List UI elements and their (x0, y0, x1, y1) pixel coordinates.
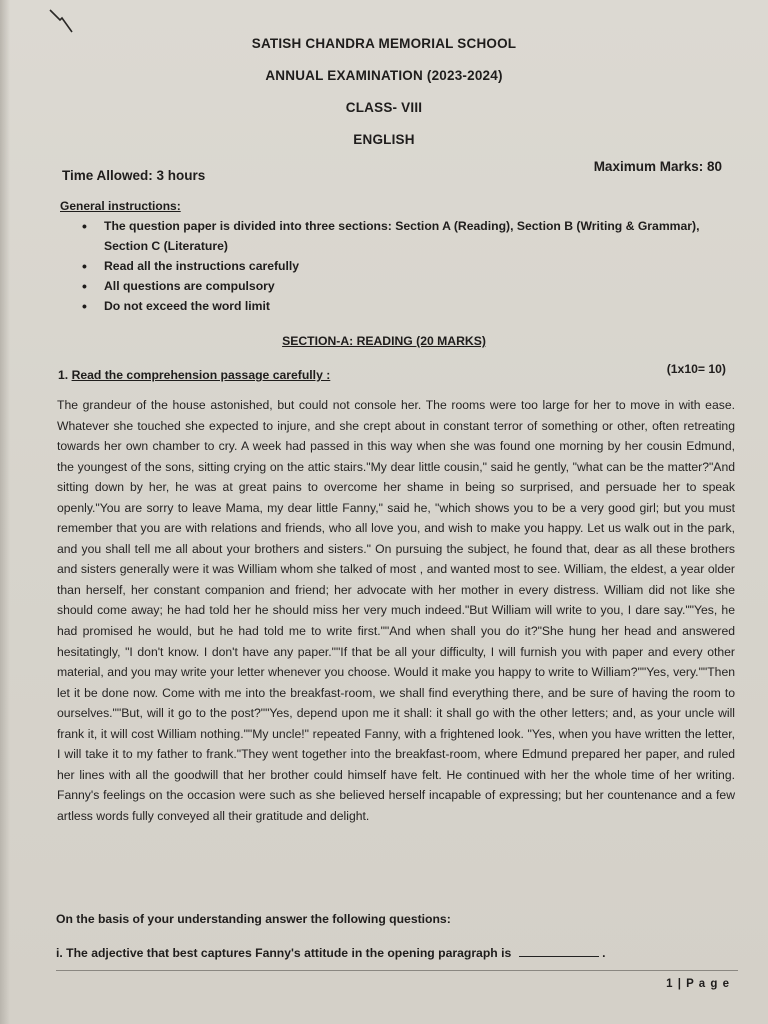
instruction-item: • Do not exceed the word limit (82, 296, 732, 316)
page-edge-shadow (0, 0, 10, 1024)
subject-label: ENGLISH (353, 132, 415, 147)
section-a-title: SECTION-A: READING (20 MARKS) (282, 334, 486, 348)
time-allowed: Time Allowed: 3 hours (62, 168, 206, 183)
instruction-item: • The question paper is divided into three sections: Section A (Reading), Section B (Writing & Grammar), Section C (Literature) (82, 216, 732, 256)
footer-rule (56, 970, 738, 971)
comprehension-passage: The grandeur of the house astonished, but could not console her. The rooms were too large for her to move in with ease. Whatever she touched she expected to injure, and she crept about in constant terror of something or other, often retreating towards her own chamber to cry. A week had passed in this way when she was found one morning by her cousin Edmund, the youngest of the sons, sitting crying on the attic stairs."My dear little cousin," said he gently, "what can be the matter?"And sitting down by her, he was at great pains to overcome her shame in being so surprised, and persuade her to speak openly."You are sorry to leave Mama, my dear little Fanny," said he, "which shows you to be a very good girl; but you must remember that you are with relations and friends, who all love you, and wish to make you happy. Let us walk out in the park, and you shall tell me all about your brothers and sisters." On pursuing the subject, he found that, dear as all these brothers and sisters generally were it was William whom she talked of most , and wanted most to see. William, the eldest, a year older than herself, her constant companion and friend; her advocate with her mother in every distress. William did not like she should come away; he had told her he should miss her very much indeed."But William will write to you, I dare say.""Yes, he had promised he would, but he had told me to write first.""And when shall you do it?"She hung her head and answered hesitatingly, "I don't know. I don't have any paper.""If that be all your difficulty, I will furnish you with paper and every other material, and you may write your letter whenever you choose. Would it make you happy to write to William?""Yes, very.""Then let it be done now. Come with me into the breakfast-room, we shall find everything there, and be sure of having the room to ourselves.""But, will it go to the post?""Yes, depend upon me it shall: it shall go with the other letters; and, as your uncle will frank it, it will cost William nothing.""My uncle!" repeated Fanny, with a frightened look. "Yes, when you have written the letter, I will take it to my father to frank."They went together into the breakfast-room, where Edmund prepared her paper, and ruled her lines with all the goodwill that her brother could himself have felt. He continued with her the whole time of her writing. Fanny's feelings on the occasion were such as she believed herself incapable of expressing; but her countenance and a few artless words fully conveyed all their gratitude and delight. (57, 398, 735, 823)
questions-prompt: On the basis of your understanding answer the following questions: (56, 912, 451, 926)
maximum-marks: Maximum Marks: 80 (593, 159, 722, 174)
instruction-item: • All questions are compulsory (82, 276, 732, 296)
answer-blank (519, 956, 599, 957)
page-number: 1 | P a g e (666, 978, 730, 990)
question-i-text: i. The adjective that best captures Fanny's attitude in the opening paragraph is (56, 946, 512, 960)
question-1-marks: (1x10= 10) (666, 362, 726, 376)
question-i (56, 946, 605, 960)
instruction-item: • Read all the instructions carefully (82, 256, 732, 276)
question-1-heading (58, 368, 330, 382)
question-1-label: Read the comprehension passage carefully : (71, 368, 331, 382)
pen-mark-icon (48, 8, 74, 34)
instructions-list (82, 216, 732, 316)
question-1-number: 1. (58, 368, 69, 382)
school-name: SATISH CHANDRA MEMORIAL SCHOOL (251, 36, 517, 51)
instructions-title: General instructions: (60, 199, 181, 213)
class-label: CLASS- VIII (345, 100, 423, 115)
exam-title: ANNUAL EXAMINATION (2023-2024) (265, 68, 503, 83)
question-i-end: . (602, 946, 606, 960)
